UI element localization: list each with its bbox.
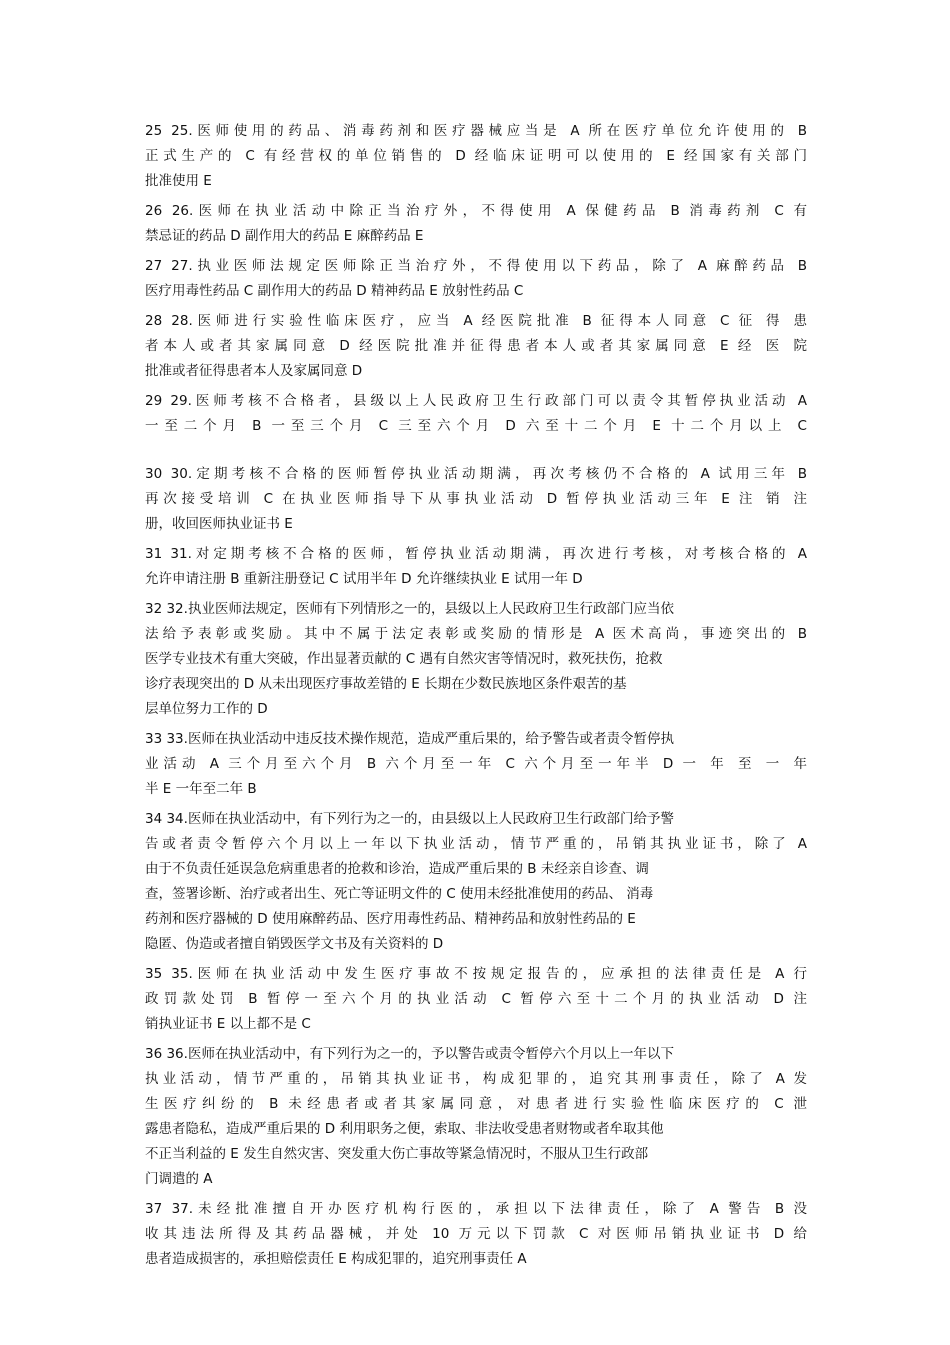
question-29 (145, 389, 807, 439)
question-line: 收其违法所得及其药品器械，并处 10 万元以下罚款 C 对医师吊销执业证书 D 给 (145, 1226, 807, 1242)
question-line: 32 32.执业医师法规定，医师有下列情形之一的，县级以上人民政府卫生行政部门应当依 (145, 601, 674, 617)
question-line: 半 E 一年至二年 B (145, 781, 257, 797)
question-25 (145, 119, 807, 194)
question-line: 25 25.医师使用的药品、消毒药剂和医疗器械应当是 A 所在医疗单位允许使用的 B (145, 123, 807, 139)
question-31 (145, 542, 807, 592)
question-line: 露患者隐私，造成严重后果的 D 利用职务之便，索取、非法收受患者财物或者牟取其他 (145, 1121, 664, 1137)
question-line: 诊疗表现突出的 D 从未出现医疗事故差错的 E 长期在少数民族地区条件艰苦的基 (145, 676, 627, 692)
question-line: 患者造成损害的，承担赔偿责任 E 构成犯罪的，追究刑事责任 A (145, 1251, 527, 1267)
question-line: 27 27.执业医师法规定医师除正当治疗外，不得使用以下药品，除了 A 麻醉药品 B (145, 258, 807, 274)
question-36 (145, 1042, 807, 1192)
question-35 (145, 962, 807, 1037)
question-list (145, 119, 807, 1277)
question-32 (145, 597, 807, 722)
question-33 (145, 727, 807, 802)
question-line: 36 36.医师在执业活动中，有下列行为之一的，予以警告或责令暂停六个月以上一年以下 (145, 1046, 674, 1062)
question-line: 再次接受培训 C 在执业医师指导下从事执业活动 D 暂停执业活动三年 E 注 销 注 (145, 491, 807, 507)
question-line: 26 26.医师在执业活动中除正当治疗外，不得使用 A 保健药品 B 消毒药剂 C 有 (145, 203, 807, 219)
question-line: 业活动 A 三个月至六个月 B 六个月至一年 C 六个月至一年半 D 一 年 至 一 年 (145, 756, 807, 772)
question-line: 允许申请注册 B 重新注册登记 C 试用半年 D 允许继续执业 E 试用一年 D (145, 571, 583, 587)
question-line: 禁忌证的药品 D 副作用大的药品 E 麻醉药品 E (145, 228, 424, 244)
question-line: 28 28.医师进行实验性临床医疗，应当 A 经医院批准 B 征得本人同意 C 征 得 患 (145, 313, 807, 329)
question-line: 者本人或者其家属同意 D 经医院批准并征得患者本人或者其家属同意 E 经 医 院 (145, 338, 807, 354)
question-27 (145, 254, 807, 304)
question-line: 销执业证书 E 以上都不是 C (145, 1016, 311, 1032)
question-line: 政罚款处罚 B 暂停一至六个月的执业活动 C 暂停六至十二个月的执业活动 D 注 (145, 991, 807, 1007)
question-line: 35 35.医师在执业活动中发生医疗事故不按规定报告的，应承担的法律责任是 A 行 (145, 966, 807, 982)
question-37 (145, 1197, 807, 1272)
question-line: 31 31.对定期考核不合格的医师，暂停执业活动期满，再次进行考核，对考核合格的 A (145, 546, 807, 562)
question-line: 批准使用 E (145, 173, 212, 189)
question-line: 医疗用毒性药品 C 副作用大的药品 D 精神药品 E 放射性药品 C (145, 283, 524, 299)
question-line: 不正当利益的 E 发生自然灾害、突发重大伤亡事故等紧急情况时，不服从卫生行政部 (145, 1146, 649, 1162)
question-line: 告或者责令暂停六个月以上一年以下执业活动，情节严重的，吊销其执业证书，除了 A (145, 836, 807, 852)
question-line: 33 33.医师在执业活动中违反技术操作规范，造成严重后果的，给予警告或者责令暂停执 (145, 731, 674, 747)
question-line: 医学专业技术有重大突破，作出显著贡献的 C 遇有自然灾害等情况时，救死扶伤，抢救 (145, 651, 663, 667)
question-line: 批准或者征得患者本人及家属同意 D (145, 363, 363, 379)
question-line: 门调遣的 A (145, 1171, 213, 1187)
question-line: 37 37.未经批准擅自开办医疗机构行医的，承担以下法律责任，除了 A 警告 B 没 (145, 1201, 807, 1217)
question-line: 30 30.定期考核不合格的医师暂停执业活动期满，再次考核仍不合格的 A 试用三年 B (145, 466, 807, 482)
question-28 (145, 309, 807, 384)
question-line: 法给予表彰或奖励。其中不属于法定表彰或奖励的情形是 A 医术高尚，事迹突出的 B (145, 626, 807, 642)
question-line: 正式生产的 C 有经营权的单位销售的 D 经临床证明可以使用的 E 经国家有关部门 (145, 148, 807, 164)
question-line: 层单位努力工作的 D (145, 701, 268, 717)
question-line: 隐匿、伪造或者擅自销毁医学文书及有关资料的 D (145, 936, 444, 952)
question-34 (145, 807, 807, 957)
question-30 (145, 462, 807, 537)
question-line: 册，收回医师执业证书 E (145, 516, 293, 532)
question-line: 29 29.医师考核不合格者，县级以上人民政府卫生行政部门可以责令其暂停执业活动 A (145, 393, 807, 409)
question-26 (145, 199, 807, 249)
question-line: 一至二个月 B 一至三个月 C 三至六个月 D 六至十二个月 E 十二个月以上 C (145, 418, 807, 434)
question-line: 由于不负责任延误急危病重患者的抢救和诊治，造成严重后果的 B 未经亲自诊查、调 (145, 861, 649, 877)
question-line: 执业活动，情节严重的，吊销其执业证书，构成犯罪的，追究其刑事责任，除了 A 发 (145, 1071, 807, 1087)
question-line: 查，签署诊断、治疗或者出生、死亡等证明文件的 C 使用未经批准使用的药品、 消毒 (145, 886, 654, 902)
question-line: 生医疗纠纷的 B 未经患者或者其家属同意，对患者进行实验性临床医疗的 C 泄 (145, 1096, 807, 1112)
question-line: 药剂和医疗器械的 D 使用麻醉药品、医疗用毒性药品、精神药品和放射性药品的 E (145, 911, 636, 927)
question-line: 34 34.医师在执业活动中，有下列行为之一的，由县级以上人民政府卫生行政部门给予警 (145, 811, 674, 827)
